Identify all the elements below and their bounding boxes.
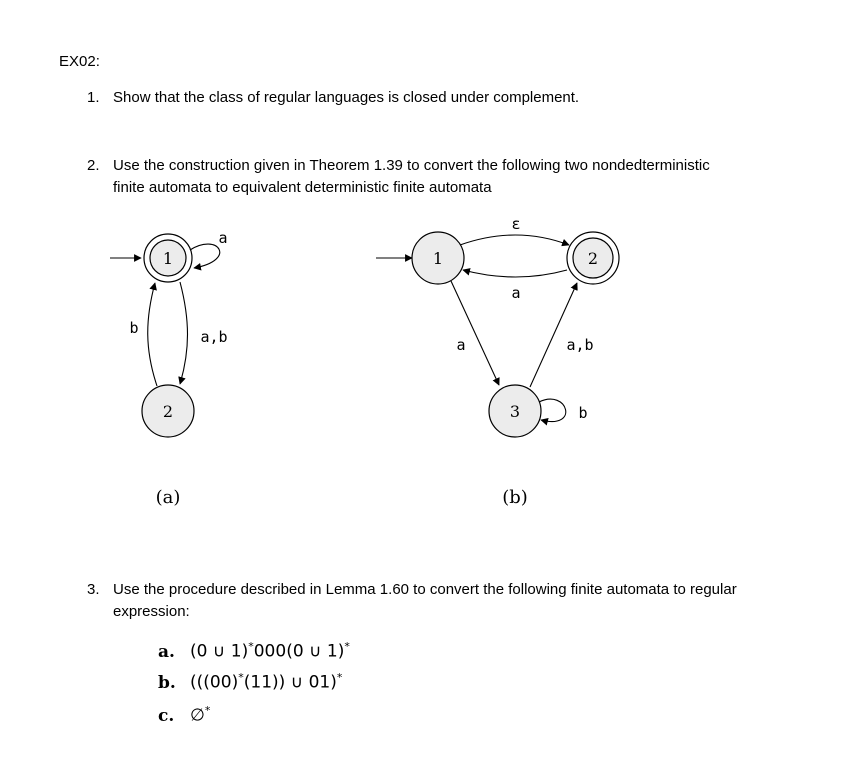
subpart-c-label: c.: [158, 706, 175, 726]
automaton-a: [110, 229, 228, 508]
subpart-a-label: a.: [158, 642, 175, 662]
b-self-loop-3: [539, 399, 566, 421]
b-edge-1-to-2-label: ε: [511, 215, 521, 233]
b-caption: (b): [502, 487, 528, 508]
question-3-line-1: Use the procedure described in Lemma 1.60 to convert the following finite automata to regular: [113, 581, 737, 598]
exercise-title: EX02:: [59, 53, 100, 70]
b-edge-1-to-2: [460, 235, 569, 245]
automaton-b: [376, 215, 619, 508]
a-self-loop-1: [190, 244, 220, 268]
b-edge-2-to-1-label: a: [511, 284, 521, 302]
b-edge-1-to-3-label: a: [456, 336, 466, 354]
question-2-line-1: Use the construction given in Theorem 1.39 to convert the following two nondedterministic: [113, 157, 710, 174]
a-edge-2-to-1: [148, 283, 157, 386]
question-2-line-2: finite automata to equivalent deterministic finite automata: [113, 179, 492, 196]
b-self-loop-3-label: b: [578, 404, 588, 422]
b-state-2-label: 2: [587, 249, 599, 268]
b-state-3-label: 3: [509, 402, 521, 421]
a-caption: (a): [155, 487, 181, 508]
a-edge-2-to-1-label: b: [129, 319, 139, 337]
subpart-a-expression: (0 ∪ 1)*000(0 ∪ 1)*: [190, 640, 350, 662]
b-state-1-label: 1: [432, 249, 444, 268]
b-edge-3-to-2: [530, 283, 577, 387]
subpart-b-expression: (((00)*(11)) ∪ 01)*: [190, 671, 343, 693]
a-edge-1-to-2: [180, 282, 188, 384]
question-2-number: 2.: [87, 157, 100, 174]
a-state-1-label: 1: [162, 249, 174, 268]
b-edge-2-to-1: [463, 270, 567, 277]
question-3-number: 3.: [87, 581, 100, 598]
b-edge-3-to-2-label: a,b: [566, 336, 594, 354]
a-self-loop-1-label: a: [218, 229, 228, 247]
question-1-line-1: Show that the class of regular languages is closed under complement.: [113, 89, 580, 106]
question-3-text: [113, 579, 737, 623]
question-1-number: 1.: [87, 89, 100, 106]
a-state-2-label: 2: [162, 402, 174, 421]
a-edge-1-to-2-label: a,b: [200, 328, 228, 346]
subpart-c-expression: ∅*: [190, 704, 211, 726]
b-edge-1-to-3: [451, 281, 499, 385]
subpart-b-label: b.: [158, 673, 176, 693]
question-3-line-2: expression:: [113, 603, 190, 620]
